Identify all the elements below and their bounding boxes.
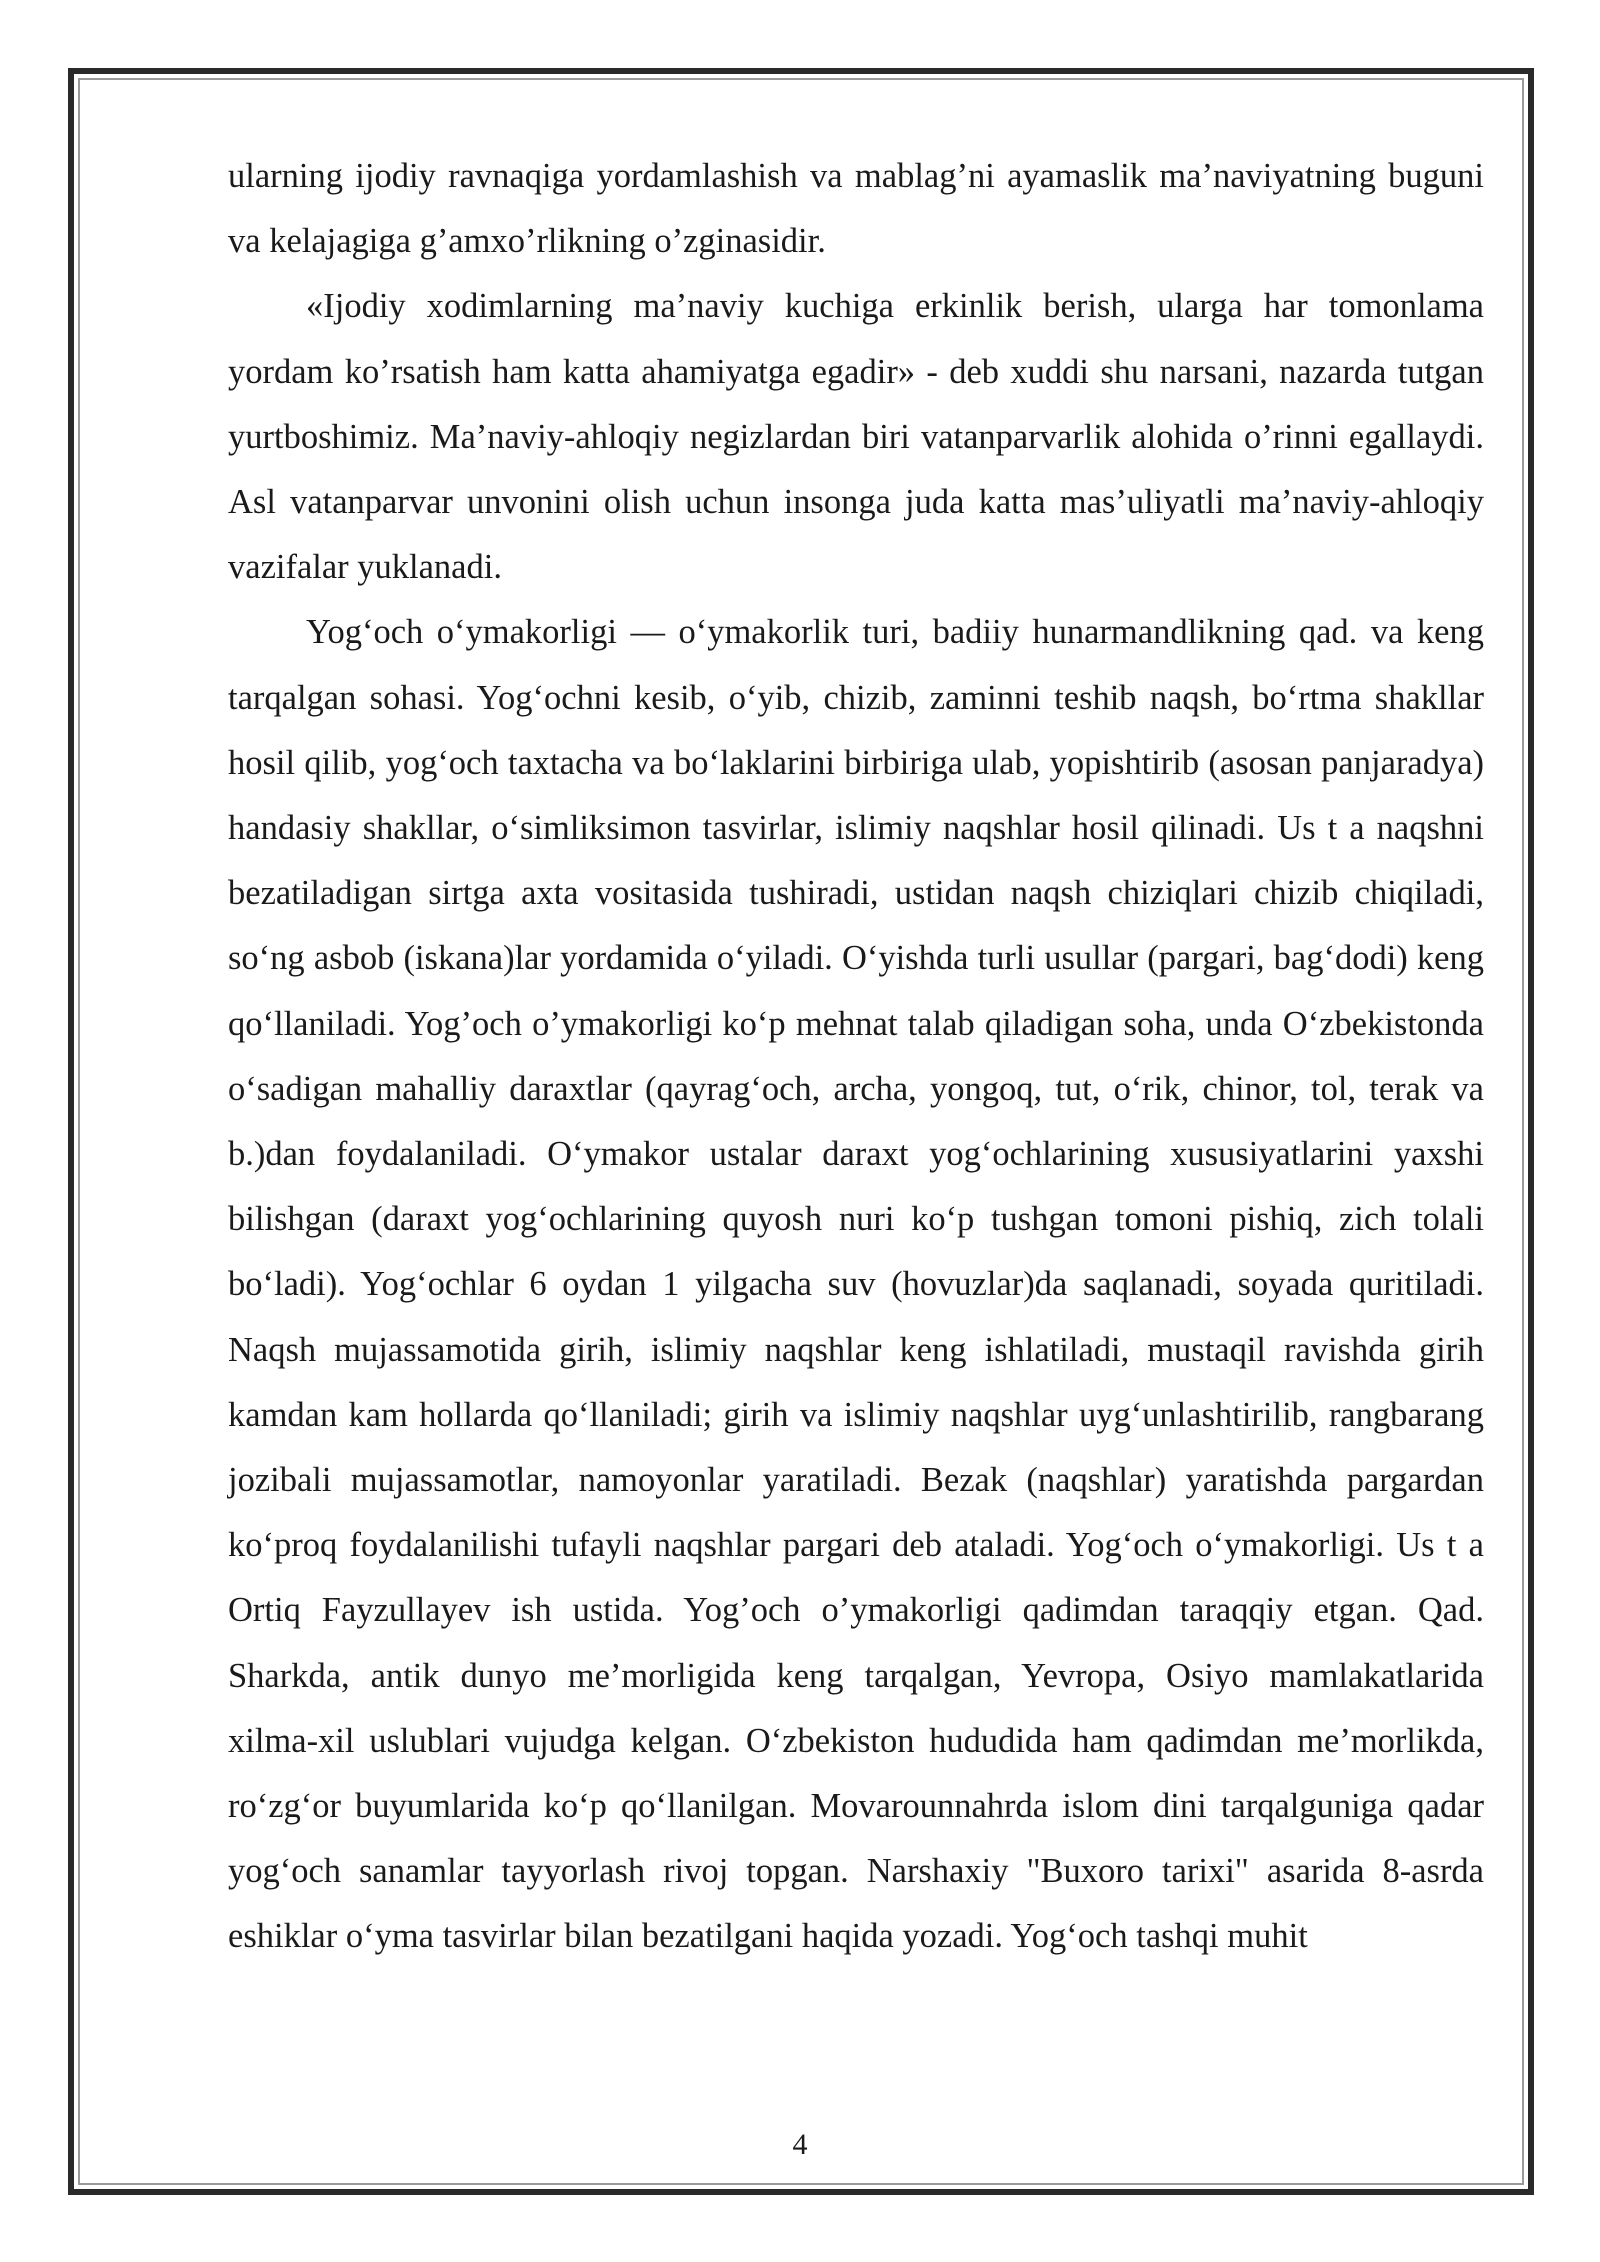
paragraph-wood-carving: Yog‘och o‘ymakorligi — o‘ymakorlik turi, badiiy hunarmandlikning qad. va keng tarqalgan sohasi. Yog‘ochni kesib, o‘yib, chizib, zaminni teshib naqsh, bo‘rtma shakllar hosil qilib, yog‘och taxtacha va bo‘laklarini birbiriga ulab, yopishtirib (asosan panjaradya) handasiy shakllar, o‘simliksimon tasvirlar, islimiy naqshlar hosil qilinadi. Us t a naqshni bezatiladigan sirtga axta vositasida tushiradi, ustidan naqsh chiziqlari chizib chiqiladi, so‘ng asbob (iskana)lar yordamida o‘yiladi. O‘yishda turli usullar (pargari, bag‘dodi) keng qo‘llaniladi. Yog’och o’ymakorligi ko‘p mehnat talab qiladigan soha, unda O‘zbekistonda o‘sadigan mahalliy daraxtlar (qayrag‘och, archa, yongoq, tut, o‘rik, chinor, tol, terak va b.)dan foydalaniladi. O‘ymakor ustalar daraxt yog‘ochlarining xususiyatlarini yaxshi bilishgan (daraxt yog‘ochlarining quyosh nuri ko‘p tushgan tomoni pishiq, zich tolali bo‘ladi). Yog‘ochlar 6 oydan 1 yilgacha suv (hovuzlar)da saqlanadi, soyada quritiladi. Naqsh mujassamotida girih, islimiy naqshlar keng ishlatiladi, mustaqil ravishda girih kamdan kam hollarda qo‘llaniladi; girih va islimiy naqshlar uyg‘unlashtirilib, rangbarang jozibali mujassamotlar, namoyonlar yaratiladi. Bezak (naqshlar) yaratishda pargardan ko‘proq foydalanilishi tufayli naqshlar pargari deb ataladi. Yog‘och o‘ymakorligi. Us t a Ortiq Fayzullayev ish ustida. Yog’och o’ymakorligi qadimdan taraqqiy etgan. Qad. Sharkda, antik dunyo me’morligida keng tarqalgan, Yevropa, Osiyo mamlakatlarida xilma-xil uslublari vujudga kelgan. O‘zbekiston hududida ham qadimdan me’morlikda, ro‘zg‘or buyumlarida ko‘p qo‘llanilgan. Movarounnahrda islom dini tarqalguniga qadar yog‘och sanamlar tayyorlash rivoj topgan. Narshaxiy "Buxoro tarixi" asarida 8-asrda eshiklar o‘yma tasvirlar bilan bezatilgani haqida yozadi. Yog‘och tashqi muhit bbox=[228, 613, 1484, 1956]
paragraph-quote: «Ijodiy xodimlarning ma’naviy kuchiga erkinlik berish, ularga har tomonlama yordam ko’rsatish ham katta ahamiyatga egadir» - deb xuddi shu narsani, nazarda tutgan yurtboshimiz. Ma’naviy-ahloqiy negizlardan biri vatanparvarlik alohida o’rinni egallaydi. Asl vatanparvar unvonini olish uchun insonga juda katta mas’uliyatli ma’naviy-ahloqiy vazifalar yuklanadi. bbox=[228, 287, 1484, 587]
page-number: 4 bbox=[792, 2128, 808, 2161]
paragraph-continuation: ularning ijodiy ravnaqiga yordamlashish va mablag’ni ayamaslik ma’naviyatning buguni va kelajagiga g’amxo’rlikning o’zginasidir. bbox=[228, 157, 1484, 261]
document-body bbox=[228, 144, 1484, 1970]
